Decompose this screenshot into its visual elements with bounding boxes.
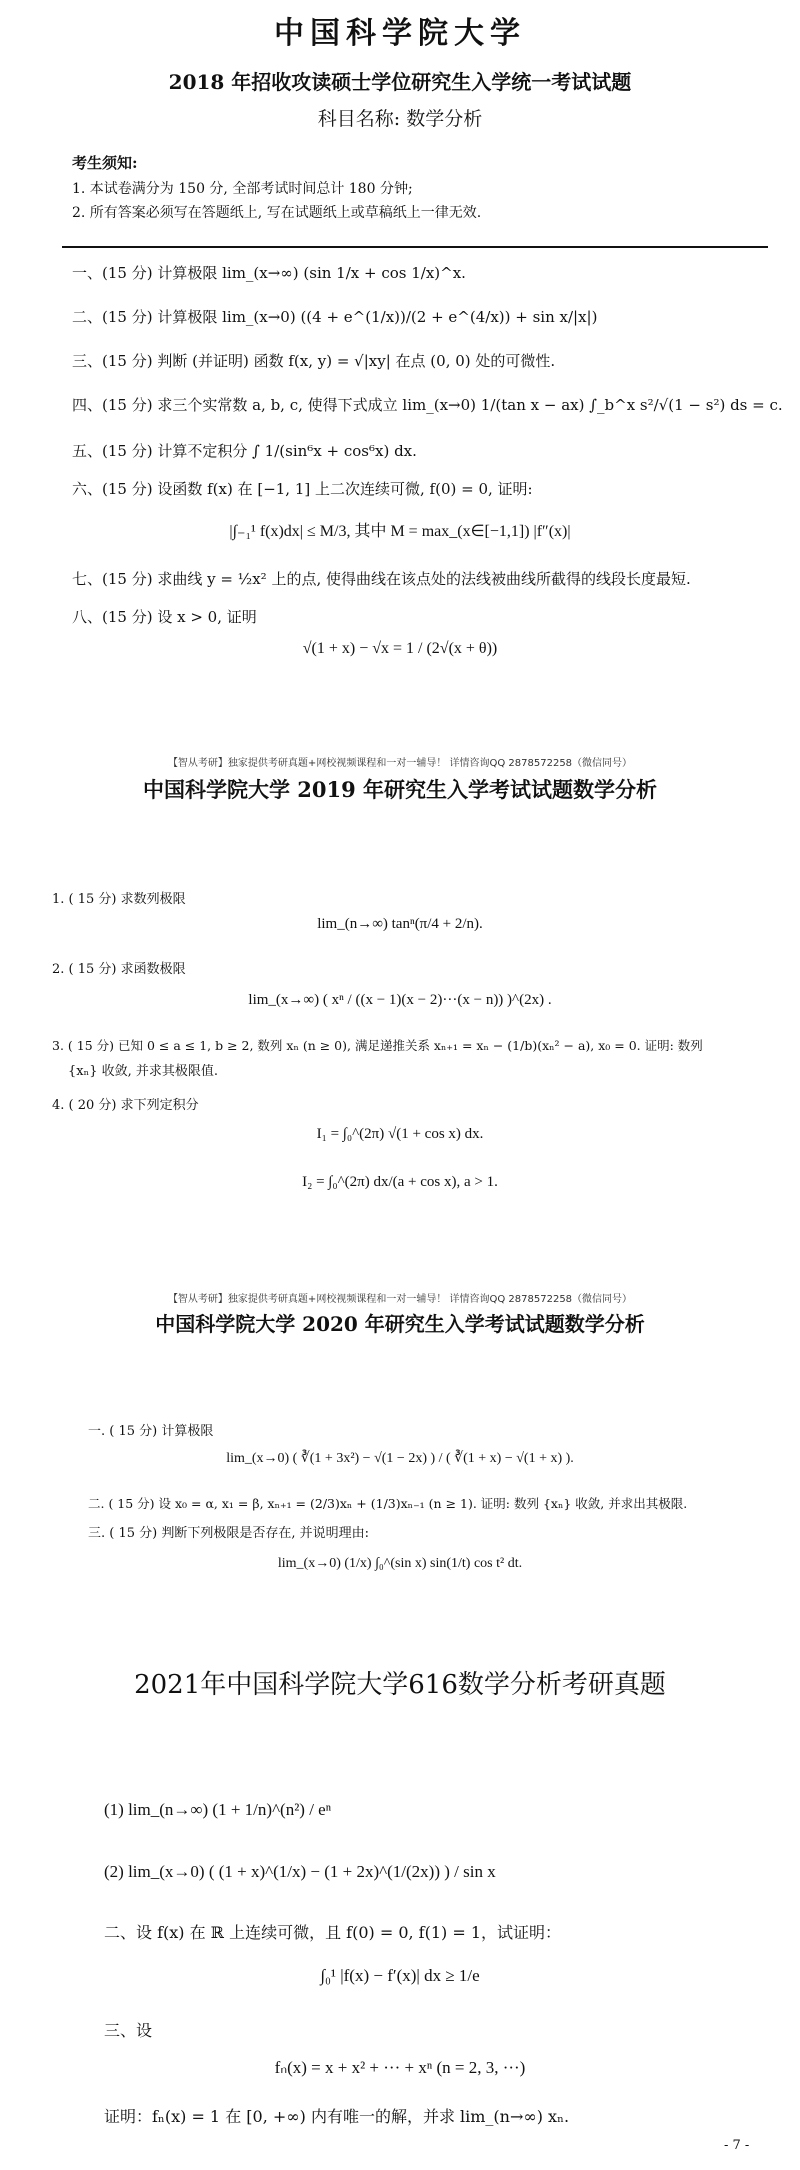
exam-2019-q2: 2. ( 15 分) 求函数极限 xyxy=(52,962,186,977)
notice-item-2: 2. 所有答案必须写在答题纸上, 写在试题纸上或草稿纸上一律无效. xyxy=(72,205,482,221)
exam-2019-q1-formula: lim_(n→∞) tanⁿ(π/4 + 2/n). xyxy=(317,916,483,932)
exam-2019-q1: 1. ( 15 分) 求数列极限 xyxy=(52,892,186,907)
exam-2021-p2: (2) lim_(x→0) ( (1 + x)^(1/x) − (1 + 2x)^(1/(2x)) ) / sin x xyxy=(104,1862,496,1881)
exam-2020-q3-formula: lim_(x→0) (1/x) ∫₀^(sin x) sin(1/t) cos t² dt. xyxy=(277,1556,523,1571)
exam-2019-q3-line1: 3. ( 15 分) 已知 0 ≤ a ≤ 1, b ≥ 2, 数列 xₙ (n ≥ 0), 满足递推关系 xₙ₊₁ = xₙ − (1/b)(xₙ² − a), x₀ = 0. 证明: 数列 xyxy=(52,1038,703,1053)
exam-2018-subject: 科目名称: 数学分析 xyxy=(317,108,483,130)
exam-2020-q3: 三. ( 15 分) 判断下列极限是否存在, 并说明理由: xyxy=(88,1526,369,1541)
exam-2018-school: 中国科学院大学 xyxy=(274,16,526,51)
exam-2019-title: 中国科学院大学 2019 年研究生入学考试试题数学分析 xyxy=(142,777,658,802)
exam-2020-q2: 二. ( 15 分) 设 x₀ = α, x₁ = β, xₙ₊₁ = (2/3)xₙ + (1/3)xₙ₋₁ (n ≥ 1). 证明: 数列 {xₙ} 收敛, 并求出其极限. xyxy=(88,1496,688,1511)
exam-2018-section xyxy=(0,0,800,700)
exam-2021-q2: 二、设 f(x) 在 ℝ 上连续可微，且 f(0) = 0, f(1) = 1，试证明： xyxy=(104,1923,562,1942)
exam-2019-q4-formula-1: I₁ = ∫₀^(2π) √(1 + cos x) dx. xyxy=(316,1126,484,1142)
exam-2018-q3: 三、(15 分) 判断 (并证明) 函数 f(x, y) = √|xy| 在点 (0, 0) 处的可微性. xyxy=(72,352,556,370)
exam-2021-p1: (1) lim_(n→∞) (1 + 1/n)^(n²) / eⁿ xyxy=(104,1800,332,1819)
exam-2020-q1-formula: lim_(x→0) ( ∛(1 + 3x²) − √(1 − 2x) ) / ( ∛(1 + x) − √(1 + x) ). xyxy=(226,1451,574,1466)
exam-2018-q4: 四、(15 分) 求三个实常数 a, b, c, 使得下式成立 lim_(x→0) 1/(tan x − ax) ∫_b^x s²/√(1 − s²) ds = c. xyxy=(72,396,783,414)
page-number: - 7 - xyxy=(724,2138,750,2153)
exam-2020-watermark: 【智从考研】独家提供考研真题+网校视频课程和一对一辅导！ 详情咨询QQ 2878572258（微信同号） xyxy=(167,1294,633,1305)
notice-item-1: 1. 本试卷满分为 150 分, 全部考试时间总计 180 分钟; xyxy=(72,181,413,197)
exam-2019-q4: 4. ( 20 分) 求下列定积分 xyxy=(52,1098,199,1113)
exam-2019-q3-line2: {xₙ} 收敛, 并求其极限值. xyxy=(68,1064,219,1079)
exam-2021-q3-formula: fₙ(x) = x + x² + ··· + xⁿ (n = 2, 3, ···) xyxy=(274,2058,526,2077)
exam-2020-section xyxy=(0,1250,800,1610)
exam-2019-q4-formula-2: I₂ = ∫₀^(2π) dx/(a + cos x), a > 1. xyxy=(302,1174,498,1190)
exam-2021-section xyxy=(0,1640,800,2170)
exam-2020-q1: 一. ( 15 分) 计算极限 xyxy=(88,1424,214,1439)
notice-heading: 考生须知: xyxy=(72,154,138,172)
exam-2018-q7: 七、(15 分) 求曲线 y = ½x² 上的点, 使得曲线在该点处的法线被曲线所截得的线段长度最短. xyxy=(72,570,691,588)
exam-2019-section xyxy=(0,730,800,1230)
divider-rule xyxy=(62,246,768,248)
exam-2019-q2-formula: lim_(x→∞) ( xⁿ / ((x − 1)(x − 2)···(x − n)) )^(2x) . xyxy=(248,992,552,1008)
exam-2021-q2-formula: ∫₀¹ |f(x) − f′(x)| dx ≥ 1/e xyxy=(320,1966,480,1985)
exam-2018-q1: 一、(15 分) 计算极限 lim_(x→∞) (sin 1/x + cos 1/x)^x. xyxy=(72,264,466,282)
exam-2021-title: 2021年中国科学院大学616数学分析考研真题 xyxy=(134,1670,666,1700)
exam-2018-q8-formula: √(1 + x) − √x = 1 / (2√(x + θ)) xyxy=(302,640,498,657)
exam-2018-q8: 八、(15 分) 设 x > 0, 证明 xyxy=(72,608,257,626)
exam-2021-q3-proof: 证明：fₙ(x) = 1 在 [0, +∞) 内有唯一的解，并求 lim_(n→∞) xₙ. xyxy=(104,2107,570,2126)
exam-2018-q5: 五、(15 分) 计算不定积分 ∫ 1/(sin⁶x + cos⁶x) dx. xyxy=(72,442,417,460)
exam-2021-q3: 三、设 xyxy=(104,2021,153,2040)
exam-2018-q2: 二、(15 分) 计算极限 lim_(x→0) ((4 + e^(1/x))/(2 + e^(4/x)) + sin x/|x|) xyxy=(72,308,598,326)
exam-2018-q6: 六、(15 分) 设函数 f(x) 在 [−1, 1] 上二次连续可微, f(0) = 0, 证明: xyxy=(72,480,533,498)
exam-2019-watermark: 【智从考研】独家提供考研真题+网校视频课程和一对一辅导！ 详情咨询QQ 2878572258（微信同号） xyxy=(167,758,633,769)
exam-2018-q6-formula: |∫₋₁¹ f(x)dx| ≤ M/3, 其中 M = max_(x∈[−1,1]) |f″(x)| xyxy=(229,523,571,540)
exam-2018-title: 2018 年招收攻读硕士学位研究生入学统一考试试题 xyxy=(168,70,632,94)
exam-2020-title: 中国科学院大学 2020 年研究生入学考试试题数学分析 xyxy=(155,1312,645,1336)
